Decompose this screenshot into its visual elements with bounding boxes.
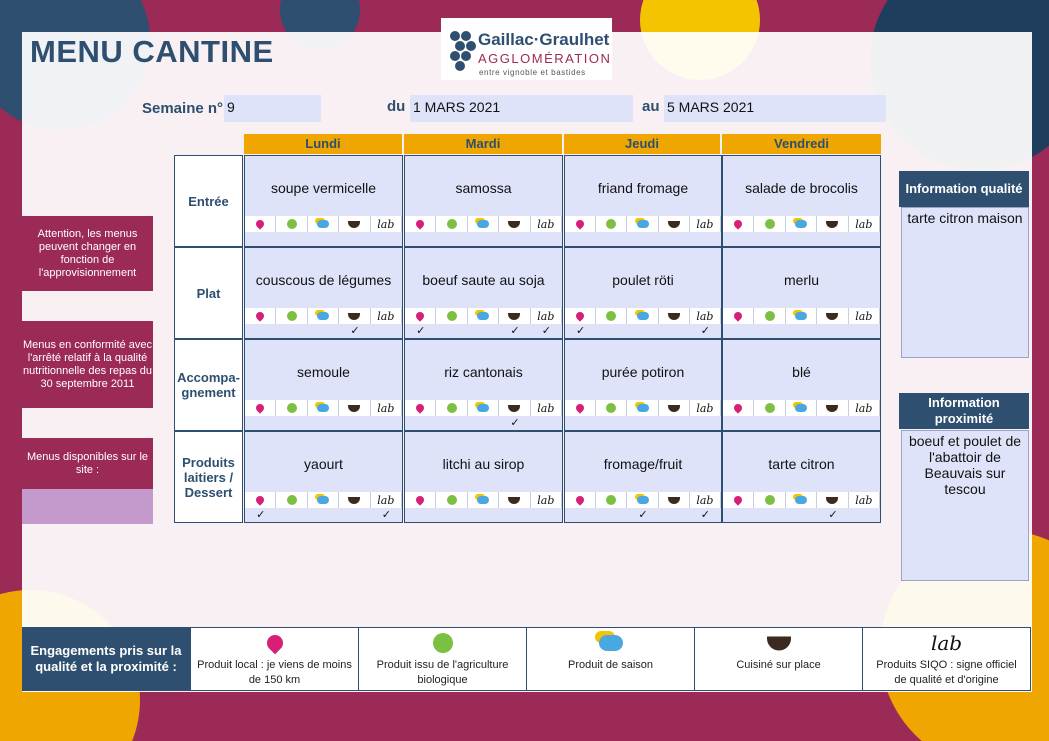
- location-pin-icon: [245, 216, 276, 232]
- label-checkbox[interactable]: ✓: [541, 325, 551, 337]
- label-checkbox[interactable]: [754, 508, 785, 522]
- cooking-pot-icon: [339, 308, 370, 324]
- location-pin-icon: [405, 492, 436, 508]
- label-checkbox[interactable]: [723, 416, 754, 430]
- label-checkbox[interactable]: [659, 508, 690, 522]
- sun-cloud-icon: [308, 308, 339, 324]
- bio-leaf-icon: [436, 216, 467, 232]
- label-checkbox[interactable]: ✓: [638, 509, 648, 521]
- label-checkbox[interactable]: [659, 232, 690, 246]
- label-checkboxes: [723, 232, 880, 246]
- label-lab-icon: lab: [531, 308, 562, 324]
- label-checkbox[interactable]: [339, 508, 370, 522]
- cooking-pot-icon: [339, 492, 370, 508]
- label-checkboxes: [245, 232, 402, 246]
- menu-cell[interactable]: [244, 339, 403, 431]
- label-checkbox[interactable]: [276, 508, 307, 522]
- label-lab-icon: lab: [690, 216, 721, 232]
- quality-info-text: tarte citron maison: [901, 207, 1029, 358]
- label-lab-icon: lab: [849, 308, 880, 324]
- label-icons-row: [565, 216, 721, 232]
- label-checkbox[interactable]: ✓: [381, 509, 391, 521]
- cooking-pot-icon: [339, 216, 370, 232]
- label-icons-row: [245, 308, 402, 324]
- label-checkbox[interactable]: [371, 232, 402, 246]
- from-label: du: [387, 98, 406, 115]
- label-checkbox[interactable]: [627, 416, 658, 430]
- logo-subtitle: AGGLOMÉRATION: [478, 51, 612, 66]
- dish-name: boeuf saute au soja: [422, 272, 545, 288]
- bio-leaf-icon: [276, 216, 307, 232]
- legend-item: [526, 627, 695, 691]
- bio-leaf-icon: [596, 492, 627, 508]
- bio-leaf-icon: [436, 492, 467, 508]
- cooking-pot-icon: [659, 492, 690, 508]
- label-icons-row: [723, 216, 880, 232]
- label-checkbox[interactable]: [531, 508, 562, 522]
- location-pin-icon: [723, 216, 754, 232]
- dish-name: litchi au sirop: [442, 456, 525, 472]
- menu-cell[interactable]: [404, 155, 563, 247]
- dish-name: merlu: [783, 272, 819, 288]
- label-checkbox[interactable]: [308, 508, 339, 522]
- label-checkbox[interactable]: [531, 232, 562, 246]
- label-checkboxes: [405, 324, 562, 338]
- label-checkbox[interactable]: [596, 232, 627, 246]
- label-lab-icon: lab: [371, 308, 402, 324]
- label-checkbox[interactable]: [371, 416, 402, 430]
- label-icons-row: [723, 492, 880, 508]
- logo-name: Gaillac·Graulhet: [478, 30, 610, 49]
- footer-title: Engagements pris sur la qualité et la proximité :: [22, 627, 190, 691]
- sun-cloud-icon: [627, 216, 658, 232]
- quality-info-title: Information qualité: [899, 171, 1029, 207]
- label-lab-icon: lab: [849, 216, 880, 232]
- location-pin-icon: [245, 492, 276, 508]
- sun-cloud-icon: [468, 400, 499, 416]
- grape-logo-icon: [445, 26, 479, 74]
- dish-name: salade de brocolis: [745, 180, 858, 196]
- cooking-pot-icon: [659, 308, 690, 324]
- day-header-jeudi: Jeudi: [564, 134, 720, 154]
- label-checkbox[interactable]: [659, 416, 690, 430]
- menu-cell[interactable]: [564, 339, 722, 431]
- label-checkbox[interactable]: [849, 324, 880, 338]
- label-checkbox[interactable]: [339, 416, 370, 430]
- label-icons-row: [405, 400, 562, 416]
- label-lab-icon: lab: [531, 492, 562, 508]
- label-icons-row: [245, 400, 402, 416]
- label-checkbox[interactable]: [276, 232, 307, 246]
- dish-name: riz cantonais: [444, 364, 523, 380]
- label-checkbox[interactable]: [754, 324, 785, 338]
- label-checkbox[interactable]: [468, 232, 499, 246]
- menu-cell[interactable]: [564, 431, 722, 523]
- legend-text: Cuisiné sur place: [736, 659, 821, 671]
- sun-cloud-icon: [308, 492, 339, 508]
- agglomeration-logo: [441, 18, 612, 80]
- proximity-info-title: Information proximité: [899, 393, 1029, 429]
- dish-name: fromage/fruit: [603, 456, 683, 472]
- day-header-vendredi: Vendredi: [722, 134, 881, 154]
- label-checkboxes: [565, 508, 721, 522]
- dish-name: yaourt: [304, 456, 343, 472]
- label-icons-row: [565, 492, 721, 508]
- label-lab-icon: lab: [849, 400, 880, 416]
- dish-name: poulet röti: [612, 272, 674, 288]
- sun-cloud-icon: [627, 400, 658, 416]
- menu-cell[interactable]: [404, 247, 563, 339]
- label-checkbox[interactable]: [245, 232, 276, 246]
- bio-leaf-icon: [754, 400, 785, 416]
- dish-name: purée potiron: [601, 364, 685, 380]
- notice-site: Menus disponibles sur le site :: [22, 438, 153, 489]
- label-checkbox[interactable]: [468, 416, 499, 430]
- sun-cloud-icon: [308, 216, 339, 232]
- label-checkbox[interactable]: [690, 416, 721, 430]
- dish-name: tarte citron: [768, 456, 835, 472]
- label-checkboxes: [565, 324, 721, 338]
- label-checkboxes: [723, 508, 880, 522]
- location-pin-icon: [565, 400, 596, 416]
- label-checkbox[interactable]: [723, 508, 754, 522]
- dish-name: couscous de légumes: [255, 272, 392, 288]
- label-checkbox[interactable]: [659, 324, 690, 338]
- notice-conformite: Menus en conformité avec l'arrêté relatif à la qualité nutritionnelle des repas du 30 septembre 2011: [22, 321, 153, 408]
- label-lab-icon: lab: [371, 400, 402, 416]
- label-checkbox[interactable]: ✓: [575, 325, 586, 337]
- cooking-pot-icon: [659, 400, 690, 416]
- menu-cell[interactable]: [244, 431, 403, 523]
- label-checkbox[interactable]: [786, 416, 817, 430]
- dish-name: soupe vermicelle: [270, 180, 377, 196]
- label-checkbox[interactable]: ✓: [510, 325, 520, 337]
- bio-leaf-icon: [596, 216, 627, 232]
- label-checkbox[interactable]: [436, 416, 467, 430]
- menu-cell[interactable]: [404, 339, 563, 431]
- label-lab-icon: lab: [690, 308, 721, 324]
- label-lab-icon: lab: [531, 216, 562, 232]
- sun-cloud-icon: [627, 492, 658, 508]
- label-checkbox[interactable]: [436, 508, 467, 522]
- sun-cloud-icon: [786, 492, 817, 508]
- location-pin-icon: [405, 400, 436, 416]
- label-checkbox[interactable]: [565, 232, 596, 246]
- sun-cloud-icon: [786, 400, 817, 416]
- legend-item: [694, 627, 863, 691]
- dish-name: friand fromage: [597, 180, 689, 196]
- label-checkbox[interactable]: [436, 232, 467, 246]
- label-icons-row: [405, 492, 562, 508]
- sun-cloud-icon: [468, 216, 499, 232]
- legend-text: Produit local : je viens de moins de 150 km: [197, 659, 352, 686]
- row-header: Entrée: [174, 155, 243, 247]
- sun-cloud-icon: [468, 492, 499, 508]
- week-number-field[interactable]: 9: [224, 95, 321, 122]
- label-lab-icon: lab: [849, 492, 880, 508]
- cooking-pot-icon: [817, 308, 848, 324]
- label-checkbox[interactable]: [499, 508, 530, 522]
- label-icons-row: [723, 400, 880, 416]
- date-to-field[interactable]: 5 MARS 2021: [664, 95, 886, 122]
- menu-cell[interactable]: [722, 431, 881, 523]
- bio-leaf-icon: [359, 628, 526, 658]
- label-checkbox[interactable]: [786, 232, 817, 246]
- row-header: Accompa-gnement: [174, 339, 243, 431]
- label-checkbox[interactable]: [405, 232, 436, 246]
- dish-name: semoule: [297, 364, 350, 380]
- bio-leaf-icon: [436, 400, 467, 416]
- dish-name: samossa: [455, 180, 512, 196]
- legend-item: [190, 627, 359, 691]
- label-checkbox[interactable]: [627, 324, 658, 338]
- cooking-pot-icon: [659, 216, 690, 232]
- label-lab-icon: lab: [371, 216, 402, 232]
- label-checkboxes: [245, 508, 402, 522]
- label-checkbox[interactable]: [690, 232, 721, 246]
- cooking-pot-icon: [339, 400, 370, 416]
- label-lab-icon: lab: [690, 492, 721, 508]
- legend-text: Produits SIQO : signe officiel de qualité et d'origine: [876, 659, 1017, 686]
- label-checkbox[interactable]: [436, 324, 467, 338]
- to-label: au: [642, 98, 660, 115]
- label-checkbox[interactable]: [596, 324, 627, 338]
- label-checkboxes: [723, 324, 880, 338]
- bio-leaf-icon: [596, 308, 627, 324]
- legend-item: [862, 627, 1031, 691]
- day-header-lundi: Lundi: [244, 134, 402, 154]
- label-checkbox[interactable]: [849, 508, 880, 522]
- label-checkbox[interactable]: [723, 324, 754, 338]
- bio-leaf-icon: [754, 492, 785, 508]
- label-checkbox[interactable]: ✓: [510, 417, 520, 429]
- day-header-mardi: Mardi: [404, 134, 562, 154]
- cooking-pot-icon: [499, 308, 530, 324]
- legend-item: [358, 627, 527, 691]
- bio-leaf-icon: [596, 400, 627, 416]
- dish-name: blé: [792, 364, 811, 380]
- label-checkbox[interactable]: [499, 232, 530, 246]
- location-pin-icon: [191, 628, 358, 658]
- cooking-pot-icon: [695, 628, 862, 658]
- label-checkbox[interactable]: [276, 416, 307, 430]
- bio-leaf-icon: [276, 308, 307, 324]
- date-from-field[interactable]: 1 MARS 2021: [410, 95, 633, 122]
- label-checkbox[interactable]: [817, 324, 848, 338]
- label-checkbox[interactable]: [786, 508, 817, 522]
- label-checkbox[interactable]: [405, 416, 436, 430]
- label-lab-icon: lab: [371, 492, 402, 508]
- bio-leaf-icon: [276, 492, 307, 508]
- cooking-pot-icon: [499, 400, 530, 416]
- label-icons-row: [565, 308, 721, 324]
- label-checkbox[interactable]: [565, 416, 596, 430]
- menu-cell[interactable]: [244, 155, 403, 247]
- label-checkbox[interactable]: [817, 232, 848, 246]
- legend-text: Produit de saison: [568, 659, 653, 671]
- label-checkboxes: [245, 416, 402, 430]
- label-checkbox[interactable]: [754, 232, 785, 246]
- label-checkbox[interactable]: ✓: [700, 325, 711, 337]
- page-title: MENU CANTINE: [30, 34, 274, 69]
- menu-cell[interactable]: [564, 155, 722, 247]
- location-pin-icon: [245, 308, 276, 324]
- location-pin-icon: [565, 216, 596, 232]
- bio-leaf-icon: [754, 216, 785, 232]
- row-header: Produits laitiers / Dessert: [174, 431, 243, 523]
- label-checkbox[interactable]: [849, 232, 880, 246]
- bio-leaf-icon: [436, 308, 467, 324]
- cooking-pot-icon: [499, 492, 530, 508]
- label-checkboxes: [565, 416, 721, 430]
- label-checkbox[interactable]: [849, 416, 880, 430]
- sun-cloud-icon: [468, 308, 499, 324]
- location-pin-icon: [245, 400, 276, 416]
- label-checkbox[interactable]: ✓: [350, 325, 360, 337]
- location-pin-icon: [723, 400, 754, 416]
- location-pin-icon: [565, 308, 596, 324]
- label-checkbox[interactable]: [276, 324, 307, 338]
- logo-tagline: entre vignoble et bastides: [479, 68, 586, 77]
- label-icons-row: [723, 308, 880, 324]
- label-checkbox[interactable]: [468, 508, 499, 522]
- cooking-pot-icon: [817, 400, 848, 416]
- label-checkbox[interactable]: [565, 508, 596, 522]
- label-checkbox[interactable]: [371, 324, 402, 338]
- label-checkbox[interactable]: [723, 232, 754, 246]
- label-checkboxes: [405, 508, 562, 522]
- location-pin-icon: [723, 492, 754, 508]
- proximity-info-text: boeuf et poulet de l'abattoir de Beauvais sur tescou: [901, 430, 1029, 581]
- label-checkbox[interactable]: [245, 416, 276, 430]
- sun-cloud-icon: [527, 628, 694, 658]
- sun-cloud-icon: [308, 400, 339, 416]
- bio-leaf-icon: [754, 308, 785, 324]
- menu-cell[interactable]: [244, 247, 403, 339]
- sun-cloud-icon: [786, 308, 817, 324]
- label-checkbox[interactable]: [339, 232, 370, 246]
- label-checkbox[interactable]: [627, 232, 658, 246]
- label-checkbox[interactable]: [308, 416, 339, 430]
- label-checkbox[interactable]: [754, 416, 785, 430]
- label-checkbox[interactable]: ✓: [828, 509, 838, 521]
- label-checkbox[interactable]: [817, 416, 848, 430]
- label-icons-row: [565, 400, 721, 416]
- label-checkboxes: [245, 324, 402, 338]
- label-checkbox[interactable]: [308, 324, 339, 338]
- label-checkbox[interactable]: [308, 232, 339, 246]
- label-checkboxes: [723, 416, 880, 430]
- label-checkbox[interactable]: [786, 324, 817, 338]
- bio-leaf-icon: [276, 400, 307, 416]
- label-checkbox[interactable]: [596, 416, 627, 430]
- label-checkbox[interactable]: [405, 508, 436, 522]
- label-checkboxes: [565, 232, 721, 246]
- menu-cell[interactable]: [722, 155, 881, 247]
- location-pin-icon: [723, 308, 754, 324]
- label-checkboxes: [405, 416, 562, 430]
- location-pin-icon: [565, 492, 596, 508]
- label-lab-icon: lab: [930, 631, 963, 655]
- label-checkbox[interactable]: [596, 508, 627, 522]
- label-checkbox[interactable]: ✓: [700, 509, 711, 521]
- label-checkbox[interactable]: [468, 324, 499, 338]
- label-checkbox[interactable]: ✓: [416, 325, 426, 337]
- sun-cloud-icon: [627, 308, 658, 324]
- menu-cell[interactable]: [722, 247, 881, 339]
- menu-cell[interactable]: [722, 339, 881, 431]
- location-pin-icon: [405, 308, 436, 324]
- cooking-pot-icon: [817, 216, 848, 232]
- label-icons-row: [405, 308, 562, 324]
- row-header: Plat: [174, 247, 243, 339]
- cooking-pot-icon: [817, 492, 848, 508]
- label-icons-row: [405, 216, 562, 232]
- menu-cell[interactable]: [404, 431, 563, 523]
- label-lab-icon: lab: [690, 400, 721, 416]
- label-icons-row: [245, 492, 402, 508]
- label-checkbox[interactable]: ✓: [256, 509, 266, 521]
- menu-cell[interactable]: [564, 247, 722, 339]
- notice-approvisionnement: Attention, les menus peuvent changer en fonction de l'approvisionnement: [22, 216, 153, 291]
- label-checkbox[interactable]: [531, 416, 562, 430]
- label-checkboxes: [405, 232, 562, 246]
- location-pin-icon: [405, 216, 436, 232]
- label-checkbox[interactable]: [245, 324, 276, 338]
- legend-text: Produit issu de l'agriculture biologique: [376, 659, 509, 686]
- site-link-field[interactable]: [22, 489, 153, 524]
- label-icons-row: [245, 216, 402, 232]
- sun-cloud-icon: [786, 216, 817, 232]
- label-lab-icon: lab: [531, 400, 562, 416]
- week-label: Semaine n°: [142, 100, 224, 117]
- cooking-pot-icon: [499, 216, 530, 232]
